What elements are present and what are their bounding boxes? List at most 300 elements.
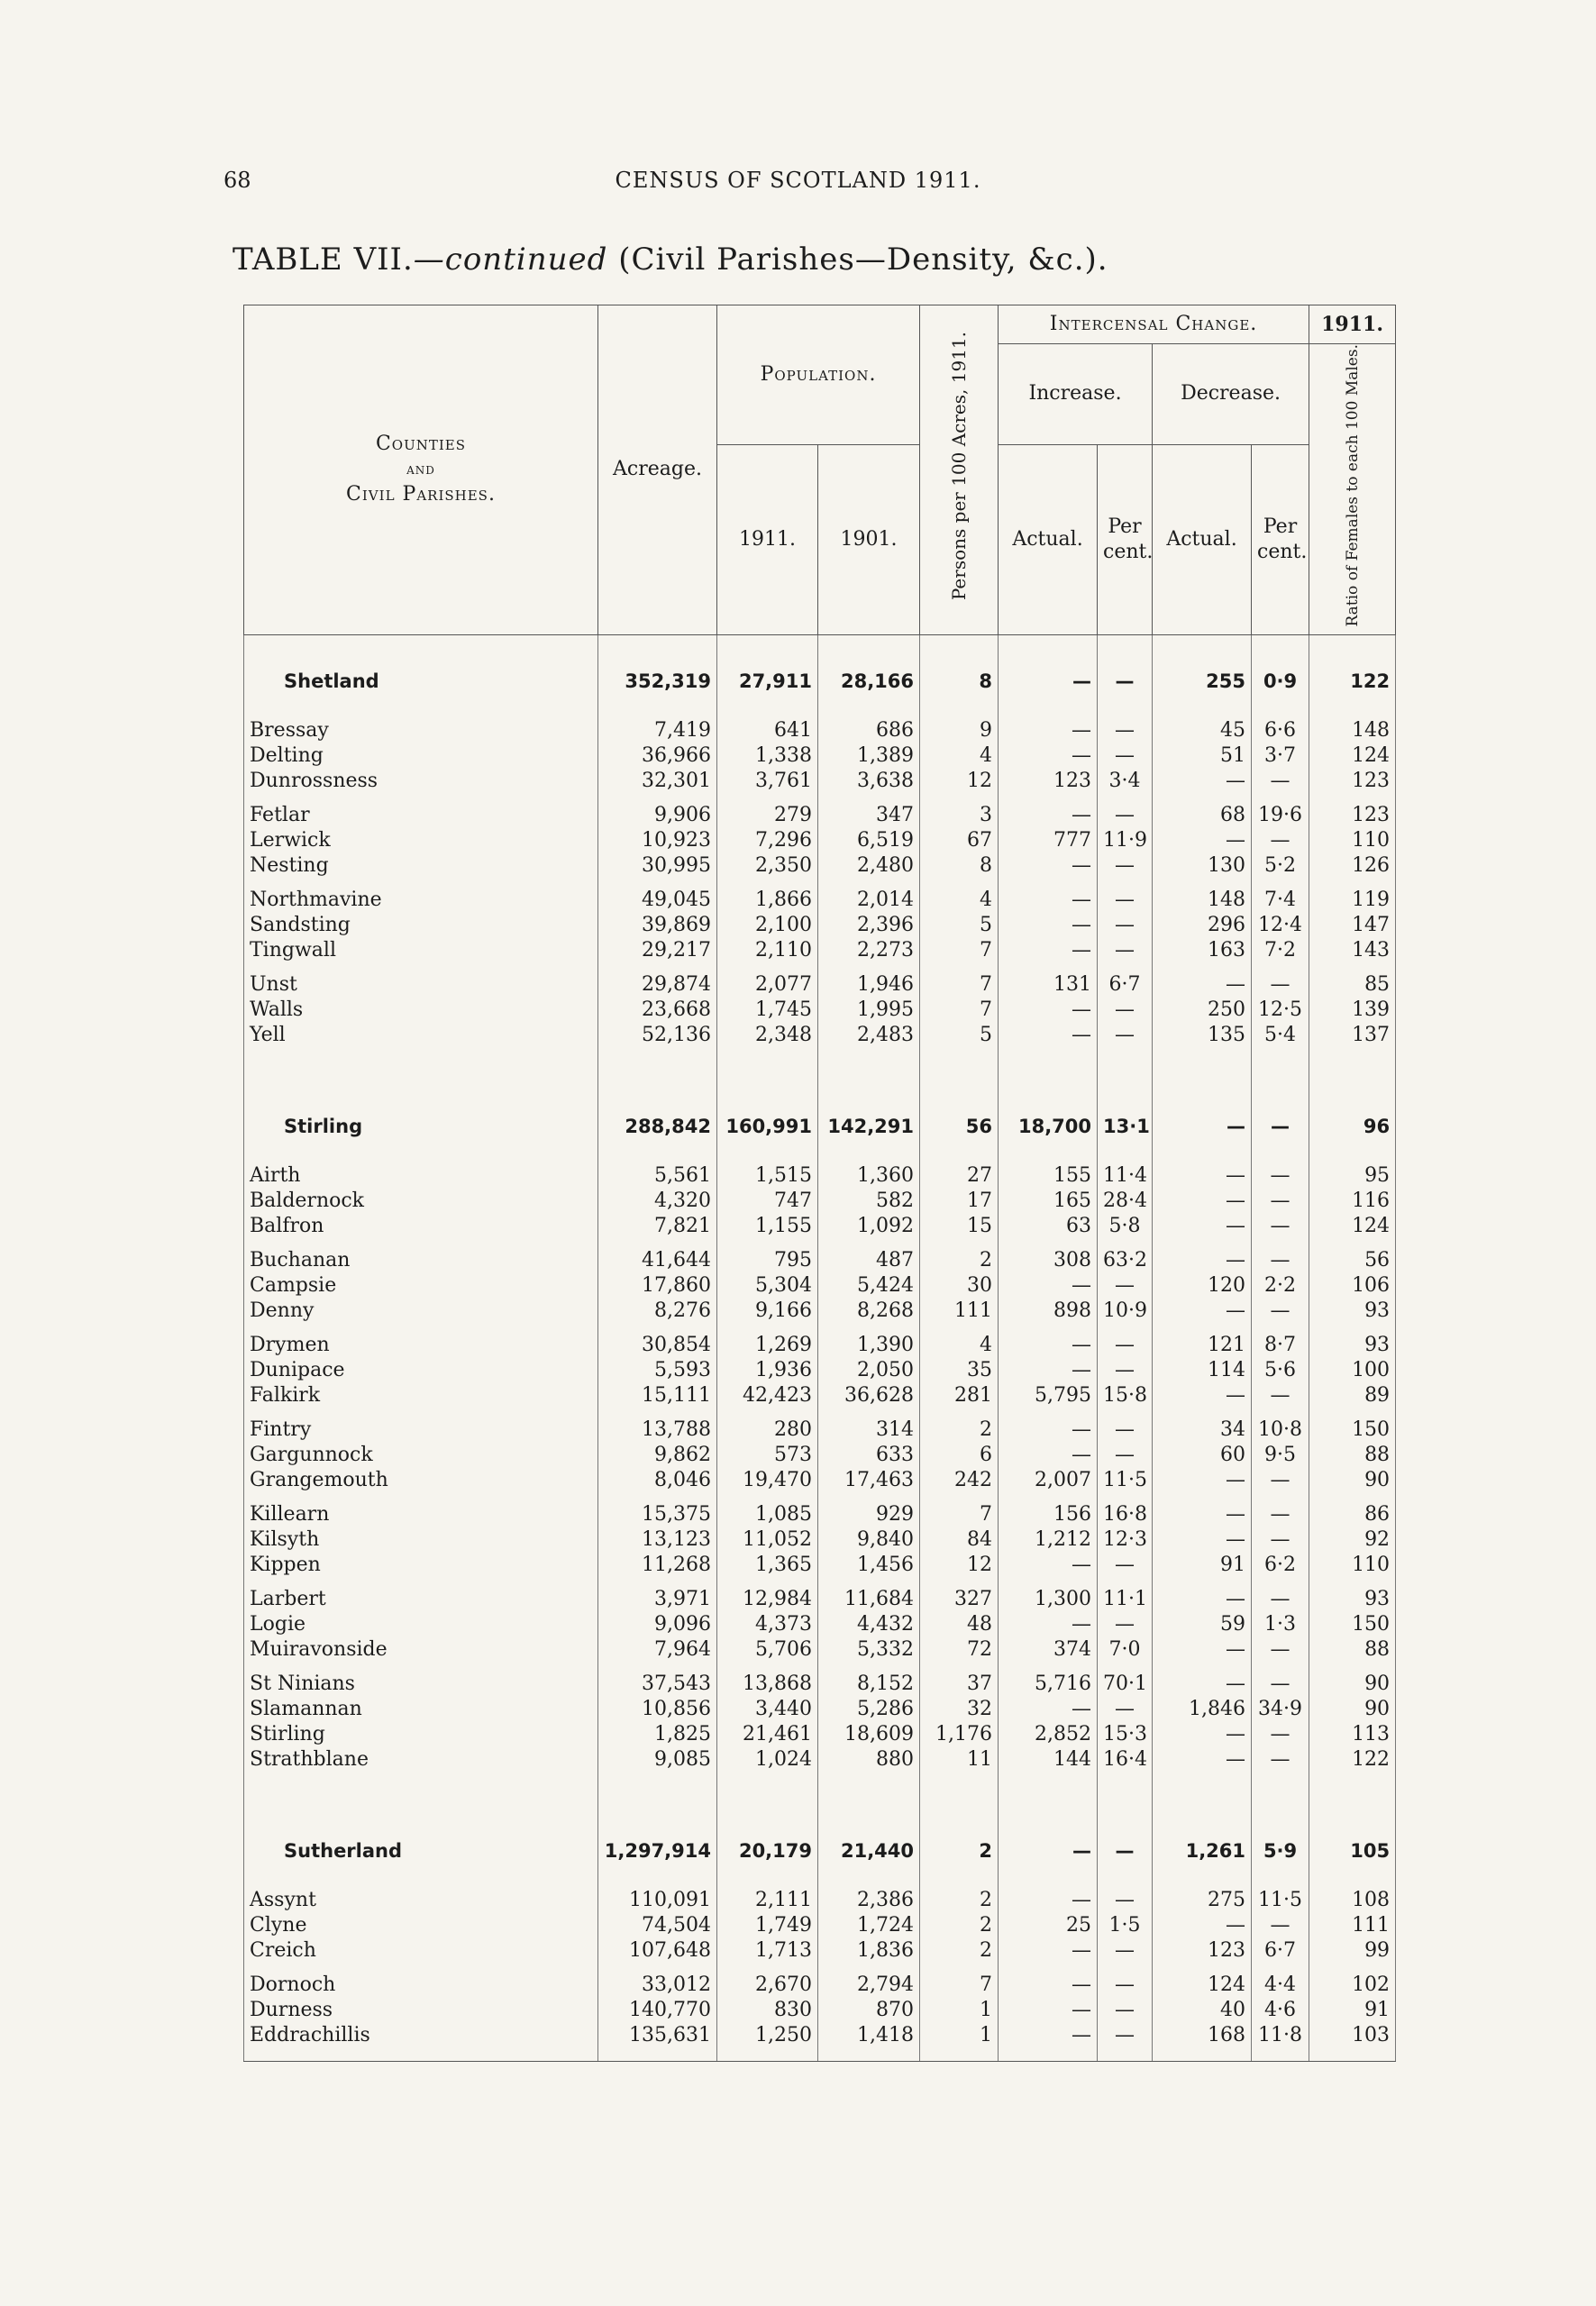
cell-dec: — (1153, 1663, 1252, 1697)
cell-pop1911: 795 (717, 1239, 818, 1273)
cell-pop1901: 1,360 (818, 1154, 920, 1189)
cell-pop1911: 2,077 (717, 963, 818, 998)
cell-ratio: 93 (1309, 1299, 1396, 1324)
cell-acreage: 1,297,914 (598, 1823, 717, 1879)
cell-name: Kilsyth (244, 1527, 598, 1553)
cell-inc: — (999, 1998, 1098, 2023)
cell-incpct: 11·9 (1098, 828, 1153, 853)
table-row (244, 1299, 1396, 1324)
cell-decpct: 6·2 (1252, 1553, 1309, 1578)
cell-acreage: 17,860 (598, 1273, 717, 1299)
cell-ratio: 102 (1309, 1964, 1396, 1998)
cell-incpct: — (1098, 1443, 1153, 1468)
table-row (244, 1383, 1396, 1408)
header-persons-per-100-acres: Persons per 100 Acres, 1911. (920, 305, 999, 635)
cell-name: Nesting (244, 853, 598, 879)
cell-inc: — (999, 653, 1098, 709)
cell-incpct: 15·3 (1098, 1722, 1153, 1747)
cell-decpct: — (1252, 1637, 1309, 1663)
cell-incpct: — (1098, 1879, 1153, 1913)
cell-pop1901: 880 (818, 1747, 920, 1773)
table-row (244, 1239, 1396, 1273)
cell-density: 84 (920, 1527, 999, 1553)
header-civil-parishes: Civil Parishes. (346, 483, 496, 506)
cell-decpct: — (1252, 1383, 1309, 1408)
cell-pop1901: 36,628 (818, 1383, 920, 1408)
cell-incpct: — (1098, 879, 1153, 913)
cell-name: Assynt (244, 1879, 598, 1913)
table-row (244, 853, 1396, 879)
cell-dec: 68 (1153, 794, 1252, 828)
cell-dec: 296 (1153, 913, 1252, 938)
cell-dec: 51 (1153, 743, 1252, 769)
running-title: CENSUS OF SCOTLAND 1911. (615, 168, 981, 193)
cell-dec: 135 (1153, 1023, 1252, 1048)
table-row (244, 879, 1396, 913)
page-number: 68 (223, 168, 251, 193)
cell-dec: 275 (1153, 1879, 1252, 1913)
cell-pop1911: 20,179 (717, 1823, 818, 1879)
cell-ratio: 106 (1309, 1273, 1396, 1299)
cell-decpct: 2·2 (1252, 1273, 1309, 1299)
cell-dec: — (1153, 1214, 1252, 1239)
cell-pop1911: 1,713 (717, 1938, 818, 1964)
cell-pop1901: 9,840 (818, 1527, 920, 1553)
cell-acreage: 8,276 (598, 1299, 717, 1324)
cell-dec: — (1153, 1913, 1252, 1938)
cell-pop1911: 573 (717, 1443, 818, 1468)
cell-incpct: — (1098, 794, 1153, 828)
cell-acreage: 32,301 (598, 769, 717, 794)
cell-inc: — (999, 998, 1098, 1023)
cell-dec: 91 (1153, 1553, 1252, 1578)
cell-density: 7 (920, 963, 999, 998)
table-row (244, 828, 1396, 853)
table-row (244, 1612, 1396, 1637)
cell-incpct: — (1098, 1273, 1153, 1299)
cell-acreage: 15,111 (598, 1383, 717, 1408)
cell-density: 15 (920, 1214, 999, 1239)
cell-dec: — (1153, 1527, 1252, 1553)
cell-ratio: 150 (1309, 1408, 1396, 1443)
cell-dec: — (1153, 1098, 1252, 1154)
cell-name: Walls (244, 998, 598, 1023)
cell-pop1911: 7,296 (717, 828, 818, 853)
cell-pop1901: 2,386 (818, 1879, 920, 1913)
cell-density: 7 (920, 1493, 999, 1527)
cell-density: 1 (920, 2023, 999, 2048)
cell-acreage: 5,561 (598, 1154, 717, 1189)
table-title-continued: —continued (413, 242, 608, 278)
table-title (233, 242, 1108, 278)
cell-ratio: 147 (1309, 913, 1396, 938)
cell-name: Balfron (244, 1214, 598, 1239)
cell-name: Creich (244, 1938, 598, 1964)
cell-ratio: 122 (1309, 1747, 1396, 1773)
cell-decpct: 10·8 (1252, 1408, 1309, 1443)
table-row (244, 743, 1396, 769)
table-row (244, 1468, 1396, 1493)
header-counties-parishes (244, 305, 598, 635)
cell-incpct: 16·8 (1098, 1493, 1153, 1527)
cell-pop1901: 4,432 (818, 1612, 920, 1637)
cell-pop1901: 2,050 (818, 1358, 920, 1383)
header-increase-actual: Actual. (999, 444, 1098, 634)
cell-pop1901: 2,014 (818, 879, 920, 913)
cell-ratio: 91 (1309, 1998, 1396, 2023)
cell-pop1911: 279 (717, 794, 818, 828)
cell-pop1901: 582 (818, 1189, 920, 1214)
cell-incpct: 11·1 (1098, 1578, 1153, 1612)
cell-dec: — (1153, 963, 1252, 998)
cell-acreage: 10,856 (598, 1697, 717, 1722)
cell-inc: — (999, 1879, 1098, 1913)
cell-decpct: — (1252, 769, 1309, 794)
cell-acreage: 9,906 (598, 794, 717, 828)
cell-pop1911: 1,024 (717, 1747, 818, 1773)
cell-density: 2 (920, 1938, 999, 1964)
cell-decpct: — (1252, 1722, 1309, 1747)
cell-pop1911: 1,338 (717, 743, 818, 769)
cell-decpct: — (1252, 1214, 1309, 1239)
cell-name: Lerwick (244, 828, 598, 853)
cell-dec: 168 (1153, 2023, 1252, 2048)
cell-acreage: 135,631 (598, 2023, 717, 2048)
cell-pop1911: 2,670 (717, 1964, 818, 1998)
cell-pop1911: 1,365 (717, 1553, 818, 1578)
cell-pop1901: 870 (818, 1998, 920, 2023)
cell-pop1901: 1,456 (818, 1553, 920, 1578)
table-row (244, 1879, 1396, 1913)
cell-pop1911: 27,911 (717, 653, 818, 709)
cell-incpct: — (1098, 1553, 1153, 1578)
cell-density: 1,176 (920, 1722, 999, 1747)
cell-pop1911: 13,868 (717, 1663, 818, 1697)
cell-incpct: — (1098, 1964, 1153, 1998)
cell-decpct: 4·6 (1252, 1998, 1309, 2023)
cell-acreage: 39,869 (598, 913, 717, 938)
cell-pop1901: 1,946 (818, 963, 920, 998)
cell-ratio: 110 (1309, 1553, 1396, 1578)
cell-dec: 1,846 (1153, 1697, 1252, 1722)
cell-acreage: 4,320 (598, 1189, 717, 1214)
cell-dec: 120 (1153, 1273, 1252, 1299)
cell-pop1901: 1,092 (818, 1214, 920, 1239)
cell-dec: — (1153, 1722, 1252, 1747)
cell-pop1911: 21,461 (717, 1722, 818, 1747)
cell-incpct: 10·9 (1098, 1299, 1153, 1324)
cell-incpct: 63·2 (1098, 1239, 1153, 1273)
cell-incpct: — (1098, 998, 1153, 1023)
cell-name: Airth (244, 1154, 598, 1189)
cell-ratio: 122 (1309, 653, 1396, 709)
cell-pop1901: 5,424 (818, 1273, 920, 1299)
cell-acreage: 9,096 (598, 1612, 717, 1637)
header-and: and (406, 460, 435, 479)
cell-inc: 898 (999, 1299, 1098, 1324)
cell-incpct: 1·5 (1098, 1913, 1153, 1938)
cell-incpct: 70·1 (1098, 1663, 1153, 1697)
cell-pop1901: 1,995 (818, 998, 920, 1023)
cell-decpct: 6·7 (1252, 1938, 1309, 1964)
cell-pop1911: 1,936 (717, 1358, 818, 1383)
cell-acreage: 110,091 (598, 1879, 717, 1913)
cell-incpct: — (1098, 1408, 1153, 1443)
spacer-row (244, 1773, 1396, 1823)
cell-name: Tingwall (244, 938, 598, 963)
cell-decpct: — (1252, 1239, 1309, 1273)
cell-ratio: 56 (1309, 1239, 1396, 1273)
table-row (244, 1189, 1396, 1214)
table-body (244, 634, 1396, 2061)
cell-density: 4 (920, 879, 999, 913)
cell-name: Muiravonside (244, 1637, 598, 1663)
cell-decpct: 1·3 (1252, 1612, 1309, 1637)
cell-inc: — (999, 1358, 1098, 1383)
table-row (244, 1273, 1396, 1299)
cell-density: 1 (920, 1998, 999, 2023)
header-acreage: Acreage. (598, 305, 717, 635)
cell-incpct: 28·4 (1098, 1189, 1153, 1214)
cell-decpct: 5·9 (1252, 1823, 1309, 1879)
cell-acreage: 33,012 (598, 1964, 717, 1998)
cell-pop1901: 1,390 (818, 1324, 920, 1358)
cell-density: 327 (920, 1578, 999, 1612)
cell-decpct: 6·6 (1252, 709, 1309, 743)
cell-name: Dunrossness (244, 769, 598, 794)
cell-acreage: 9,085 (598, 1747, 717, 1773)
cell-density: 7 (920, 938, 999, 963)
cell-ratio: 123 (1309, 769, 1396, 794)
cell-pop1911: 160,991 (717, 1098, 818, 1154)
cell-pop1901: 21,440 (818, 1823, 920, 1879)
cell-dec: 163 (1153, 938, 1252, 963)
cell-density: 9 (920, 709, 999, 743)
county-row (244, 653, 1396, 709)
cell-density: 35 (920, 1358, 999, 1383)
cell-ratio: 90 (1309, 1468, 1396, 1493)
table-row (244, 1023, 1396, 1048)
cell-acreage: 13,123 (598, 1527, 717, 1553)
cell-acreage: 352,319 (598, 653, 717, 709)
cell-decpct: — (1252, 1189, 1309, 1214)
header-pop-1911: 1911. (717, 444, 818, 634)
cell-density: 8 (920, 853, 999, 879)
cell-decpct: 19·6 (1252, 794, 1309, 828)
cell-pop1901: 314 (818, 1408, 920, 1443)
cell-acreage: 52,136 (598, 1023, 717, 1048)
cell-pop1911: 42,423 (717, 1383, 818, 1408)
cell-inc: 5,716 (999, 1663, 1098, 1697)
cell-inc: 144 (999, 1747, 1098, 1773)
cell-incpct: 16·4 (1098, 1747, 1153, 1773)
table-row (244, 1663, 1396, 1697)
cell-ratio: 124 (1309, 1214, 1396, 1239)
cell-incpct: — (1098, 1998, 1153, 2023)
cell-decpct: — (1252, 1747, 1309, 1773)
cell-ratio: 116 (1309, 1189, 1396, 1214)
cell-decpct: — (1252, 1493, 1309, 1527)
cell-dec: 121 (1153, 1324, 1252, 1358)
cell-density: 30 (920, 1273, 999, 1299)
cell-incpct: 11·5 (1098, 1468, 1153, 1493)
cell-incpct: 15·8 (1098, 1383, 1153, 1408)
cell-pop1901: 2,273 (818, 938, 920, 963)
cell-acreage: 288,842 (598, 1098, 717, 1154)
cell-dec: 59 (1153, 1612, 1252, 1637)
cell-name: Shetland (244, 653, 598, 709)
county-row (244, 1098, 1396, 1154)
cell-inc: 156 (999, 1493, 1098, 1527)
table-row (244, 963, 1396, 998)
table-row (244, 1578, 1396, 1612)
cell-dec: — (1153, 1747, 1252, 1773)
cell-pop1911: 1,085 (717, 1493, 818, 1527)
cell-name: Northmavine (244, 879, 598, 913)
cell-pop1901: 142,291 (818, 1098, 920, 1154)
cell-decpct: — (1252, 1663, 1309, 1697)
spacer-row (244, 1048, 1396, 1098)
cell-dec: 45 (1153, 709, 1252, 743)
cell-ratio: 137 (1309, 1023, 1396, 1048)
cell-inc: 1,212 (999, 1527, 1098, 1553)
cell-dec: 148 (1153, 879, 1252, 913)
cell-incpct: — (1098, 709, 1153, 743)
cell-density: 7 (920, 1964, 999, 1998)
cell-pop1911: 2,348 (717, 1023, 818, 1048)
cell-incpct: 11·4 (1098, 1154, 1153, 1189)
cell-pop1911: 2,111 (717, 1879, 818, 1913)
cell-pop1911: 2,100 (717, 913, 818, 938)
cell-inc: — (999, 1697, 1098, 1722)
cell-ratio: 100 (1309, 1358, 1396, 1383)
cell-name: Campsie (244, 1273, 598, 1299)
cell-ratio: 103 (1309, 2023, 1396, 2048)
table-row (244, 1443, 1396, 1468)
table-row (244, 1527, 1396, 1553)
cell-density: 37 (920, 1663, 999, 1697)
cell-pop1911: 1,250 (717, 2023, 818, 2048)
table-row (244, 1697, 1396, 1722)
header-decrease-actual: Actual. (1153, 444, 1252, 634)
cell-pop1901: 686 (818, 709, 920, 743)
cell-decpct: 4·4 (1252, 1964, 1309, 1998)
cell-inc: — (999, 1553, 1098, 1578)
cell-inc: 5,795 (999, 1383, 1098, 1408)
cell-incpct: — (1098, 653, 1153, 709)
cell-pop1901: 2,396 (818, 913, 920, 938)
cell-pop1911: 9,166 (717, 1299, 818, 1324)
cell-inc: — (999, 1408, 1098, 1443)
table-title-main: TABLE VII. (233, 242, 414, 278)
cell-density: 7 (920, 998, 999, 1023)
cell-decpct: — (1252, 828, 1309, 853)
table-row (244, 938, 1396, 963)
cell-acreage: 10,923 (598, 828, 717, 853)
cell-inc: — (999, 1023, 1098, 1048)
cell-acreage: 15,375 (598, 1493, 717, 1527)
cell-inc: — (999, 853, 1098, 879)
cell-density: 6 (920, 1443, 999, 1468)
cell-density: 2 (920, 1913, 999, 1938)
table-row (244, 2023, 1396, 2048)
cell-pop1911: 2,350 (717, 853, 818, 879)
cell-ratio: 85 (1309, 963, 1396, 998)
cell-decpct: — (1252, 1299, 1309, 1324)
cell-acreage: 23,668 (598, 998, 717, 1023)
cell-density: 2 (920, 1239, 999, 1273)
cell-density: 12 (920, 769, 999, 794)
cell-decpct: 12·5 (1252, 998, 1309, 1023)
cell-decpct: 8·7 (1252, 1324, 1309, 1358)
cell-decpct: 3·7 (1252, 743, 1309, 769)
cell-density: 32 (920, 1697, 999, 1722)
cell-name: Stirling (244, 1722, 598, 1747)
cell-dec: — (1153, 1239, 1252, 1273)
cell-ratio: 139 (1309, 998, 1396, 1023)
cell-pop1901: 6,519 (818, 828, 920, 853)
cell-name: Unst (244, 963, 598, 998)
cell-name: Drymen (244, 1324, 598, 1358)
table-row (244, 1408, 1396, 1443)
cell-name: Strathblane (244, 1747, 598, 1773)
cell-pop1911: 19,470 (717, 1468, 818, 1493)
cell-inc: 1,300 (999, 1578, 1098, 1612)
cell-acreage: 7,419 (598, 709, 717, 743)
header-pop-1901: 1901. (818, 444, 920, 634)
cell-incpct: — (1098, 743, 1153, 769)
cell-ratio: 143 (1309, 938, 1396, 963)
header-decrease: Decrease. (1153, 344, 1309, 445)
cell-acreage: 29,217 (598, 938, 717, 963)
cell-pop1911: 830 (717, 1998, 818, 2023)
header-increase: Increase. (999, 344, 1153, 445)
cell-pop1901: 1,836 (818, 1938, 920, 1964)
cell-pop1901: 633 (818, 1443, 920, 1468)
cell-decpct: 0·9 (1252, 653, 1309, 709)
cell-pop1911: 11,052 (717, 1527, 818, 1553)
header-counties: Counties (375, 433, 467, 456)
cell-decpct: — (1252, 963, 1309, 998)
cell-acreage: 107,648 (598, 1938, 717, 1964)
cell-acreage: 37,543 (598, 1663, 717, 1697)
cell-acreage: 30,854 (598, 1324, 717, 1358)
cell-density: 242 (920, 1468, 999, 1493)
cell-density: 17 (920, 1189, 999, 1214)
cell-name: Kippen (244, 1553, 598, 1578)
cell-pop1911: 4,373 (717, 1612, 818, 1637)
cell-pop1911: 280 (717, 1408, 818, 1443)
cell-pop1901: 2,480 (818, 853, 920, 879)
cell-decpct: — (1252, 1913, 1309, 1938)
cell-inc: 63 (999, 1214, 1098, 1239)
cell-dec: — (1153, 1154, 1252, 1189)
cell-inc: — (999, 1938, 1098, 1964)
cell-pop1901: 929 (818, 1493, 920, 1527)
cell-pop1911: 5,706 (717, 1637, 818, 1663)
cell-dec: 114 (1153, 1358, 1252, 1383)
cell-inc: — (999, 709, 1098, 743)
cell-ratio: 123 (1309, 794, 1396, 828)
cell-density: 72 (920, 1637, 999, 1663)
cell-inc: — (999, 1443, 1098, 1468)
cell-acreage: 7,821 (598, 1214, 717, 1239)
cell-density: 27 (920, 1154, 999, 1189)
cell-ratio: 124 (1309, 743, 1396, 769)
cell-ratio: 95 (1309, 1154, 1396, 1189)
cell-name: Dornoch (244, 1964, 598, 1998)
cell-inc: 131 (999, 963, 1098, 998)
